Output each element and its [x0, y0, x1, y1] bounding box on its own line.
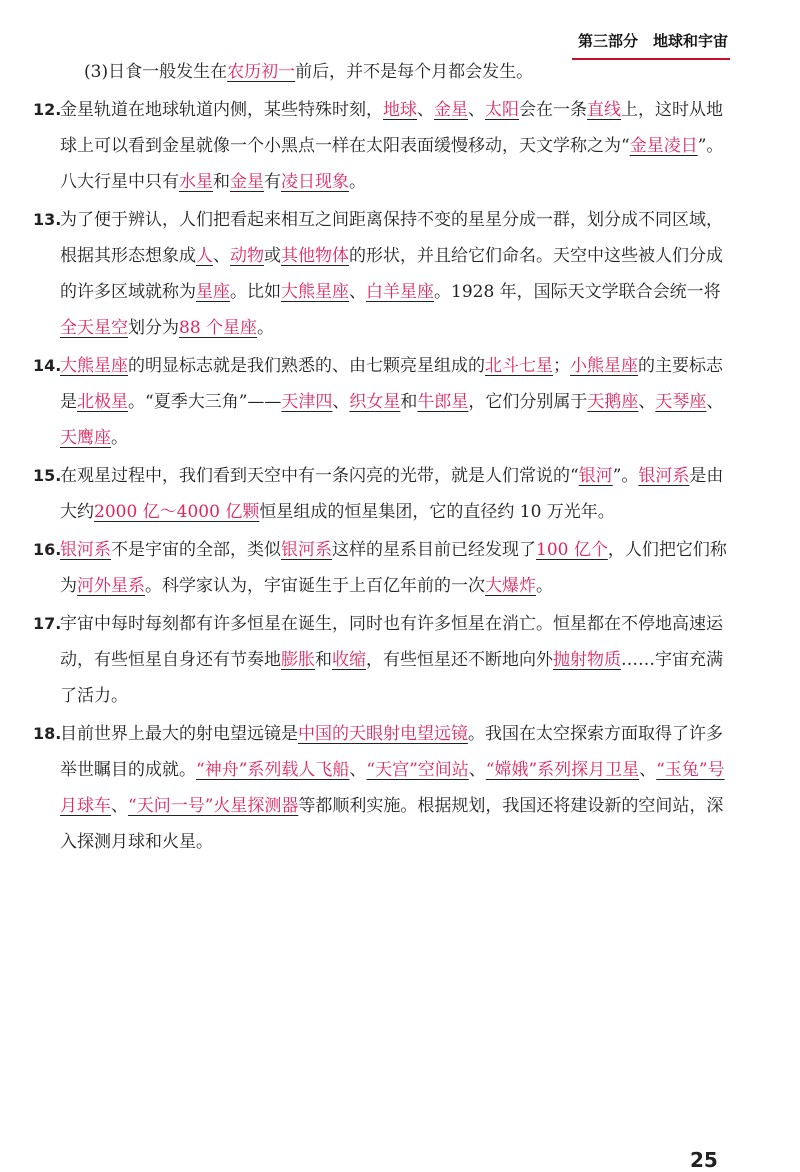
question-text: 为了便于辨认，人们把看起来相互之间距离保持不变的星星分成一群，划分成不同区域，根据其形态想象成 [60, 210, 723, 266]
answer-text: 凌日现象 [281, 172, 349, 192]
answer-text: 白羊星座 [366, 282, 434, 302]
answer-text: 金星 [230, 172, 264, 192]
question-text: 。比如 [230, 282, 281, 302]
answer-text: 北极星 [77, 392, 128, 412]
question-text: 、 [349, 282, 366, 302]
question-text: 、 [349, 760, 367, 780]
question-item [33, 532, 730, 604]
question-text: 不是宇宙的全部，类似 [111, 540, 281, 560]
answer-text: 银河系 [281, 540, 332, 560]
section-title: 第三部分 地球和宇宙 [577, 32, 728, 50]
question-text: 。“夏季大三角”—— [128, 392, 282, 412]
question-number: 15. [33, 466, 62, 485]
question-text: ，有些恒星还不断地向外 [366, 650, 553, 670]
answer-text: 河外星系 [77, 576, 145, 596]
answer-text: 水星 [179, 172, 213, 192]
answer-text: 小熊星座 [570, 356, 638, 376]
question-text: 这样的星系目前已经发现了 [332, 540, 536, 560]
question-text: (3)日食一般发生在 [84, 62, 228, 82]
answer-text: 抛射物质 [553, 650, 621, 670]
question-text: 目前世界上最大的射电望远镜是 [60, 724, 298, 744]
question-text: 和 [315, 650, 332, 670]
question-text: 划分为 [128, 318, 179, 338]
question-text: 或 [264, 246, 281, 266]
answer-text: 金星 [434, 100, 468, 120]
answer-text: 金星凌日 [629, 136, 698, 156]
question-item [33, 716, 730, 860]
question-text: 在观星过程中，我们看到天空中有一条闪亮的光带，就是人们常说的“ [60, 466, 579, 486]
question-text: ”。八大行星中只有 [60, 136, 724, 192]
question-number: 17. [33, 614, 62, 633]
answer-text: 银河 [578, 466, 613, 486]
question-text: 、 [468, 100, 485, 120]
question-text: 上，这时从地球上可以看到金星就像一个小黑点一样在太阳表面缓慢移动，天文学称之为“ [60, 100, 723, 156]
question-text: 。 [257, 318, 275, 338]
answer-text: 直线 [587, 100, 621, 120]
question-text: 、 [417, 100, 434, 120]
answer-text: 天鹰座 [60, 428, 111, 448]
answer-text: 中国的天眼射电望远镜 [298, 724, 468, 744]
question-number: 12. [33, 100, 62, 119]
question-item [33, 92, 730, 200]
question-text: ，它们分别属于 [468, 392, 588, 412]
answer-text: 大爆炸 [485, 576, 536, 596]
question-text: 、 [639, 760, 657, 780]
answer-text: 织女星 [349, 392, 401, 412]
question-item [33, 606, 730, 714]
question-text: ……宇宙充满了活力。 [60, 650, 723, 706]
question-number: 13. [33, 210, 62, 229]
question-item [33, 348, 730, 456]
answer-text: 2000 亿～4000 亿颗 [94, 502, 260, 522]
question-text: 恒星组成的恒星集团，它的直径约 10 万光年。 [259, 502, 615, 522]
question-text: ”。 [612, 466, 639, 486]
answer-continuation [60, 54, 730, 90]
answer-text: “天问一号”火星探测器 [128, 796, 299, 816]
question-number: 14. [33, 356, 62, 375]
answer-text: 全天星空 [60, 318, 128, 338]
question-text: 有 [264, 172, 281, 192]
answer-text: “神舟”系列载人飞船 [196, 760, 350, 780]
question-text: 的主要标志是 [60, 356, 723, 412]
answer-text: 大熊星座 [60, 356, 128, 376]
question-text: 的明显标志就是我们熟悉的、由七颗亮星组成的 [128, 356, 485, 376]
answer-text: 天鹅座 [587, 392, 639, 412]
answer-text: 地球 [383, 100, 417, 120]
question-text: 。我国在太空探索方面取得了许多举世瞩目的成就。 [60, 724, 723, 780]
question-text: 和 [213, 172, 230, 192]
question-text: 的形状，并且给它们命名。天空中这些被人们分成的许多区域就称为 [60, 246, 723, 302]
question-text: 会在一条 [519, 100, 587, 120]
answer-text: 100 亿个 [536, 540, 608, 560]
question-item [33, 458, 730, 530]
question-text: 宇宙中每时每刻都有许多恒星在诞生，同时也有许多恒星在消亡。恒星都在不停地高速运动，有些恒星自身还有节奏地 [60, 614, 723, 670]
answer-text: 人 [196, 246, 213, 266]
answer-text: 88 个星座 [179, 318, 258, 338]
question-text: 、 [213, 246, 230, 266]
question-text: 、 [332, 392, 350, 412]
question-text: 。 [536, 576, 553, 596]
question-text: 。 [111, 428, 128, 448]
question-text: 金星轨道在地球轨道内侧，某些特殊时刻， [60, 100, 383, 120]
question-text: 、 [706, 392, 724, 412]
question-number: 18. [33, 724, 62, 743]
question-list [33, 54, 730, 862]
question-text: 和 [400, 392, 418, 412]
question-text: ； [553, 356, 570, 376]
answer-text: 膨胀 [281, 650, 315, 670]
answer-text: 收缩 [332, 650, 366, 670]
question-text: 。 [349, 172, 366, 192]
question-number: 16. [33, 540, 62, 559]
question-text: 。1928 年，国际天文学联合会统一将 [434, 282, 721, 302]
answer-text: 牛郎星 [417, 392, 469, 412]
answer-text: 农历初一 [227, 62, 296, 82]
question-text: 前后，并不是每个月都会发生。 [295, 62, 534, 82]
answer-text: 其他物体 [281, 246, 349, 266]
question-text: 。科学家认为，宇宙诞生于上百亿年前的一次 [145, 576, 485, 596]
question-text: 、 [638, 392, 656, 412]
question-text: ，人们把它们称为 [60, 540, 727, 596]
question-text: 是由大约 [60, 466, 724, 522]
answer-text: 天琴座 [655, 392, 707, 412]
answer-text: 动物 [230, 246, 264, 266]
question-text: 等都顺利实施。根据规划，我国还将建设新的空间站，深入探测月球和火星。 [60, 796, 724, 852]
answer-text: 太阳 [485, 100, 519, 120]
answer-text: “玉兔”号月球车 [60, 760, 725, 816]
answer-text: 天津四 [281, 392, 333, 412]
question-text: 、 [111, 796, 128, 816]
answer-text: 银河系 [60, 540, 111, 560]
answer-text: 大熊星座 [281, 282, 349, 302]
answer-text: “嫦娥”系列探月卫星 [485, 760, 640, 780]
question-text: 、 [468, 760, 486, 780]
answer-text: 银河系 [638, 466, 690, 486]
answer-text: 北斗七星 [485, 356, 553, 376]
question-item [33, 202, 730, 346]
answer-text: 星座 [196, 282, 230, 302]
page-number: 25 [690, 1148, 718, 1172]
answer-text: “天宫”空间站 [366, 760, 469, 780]
